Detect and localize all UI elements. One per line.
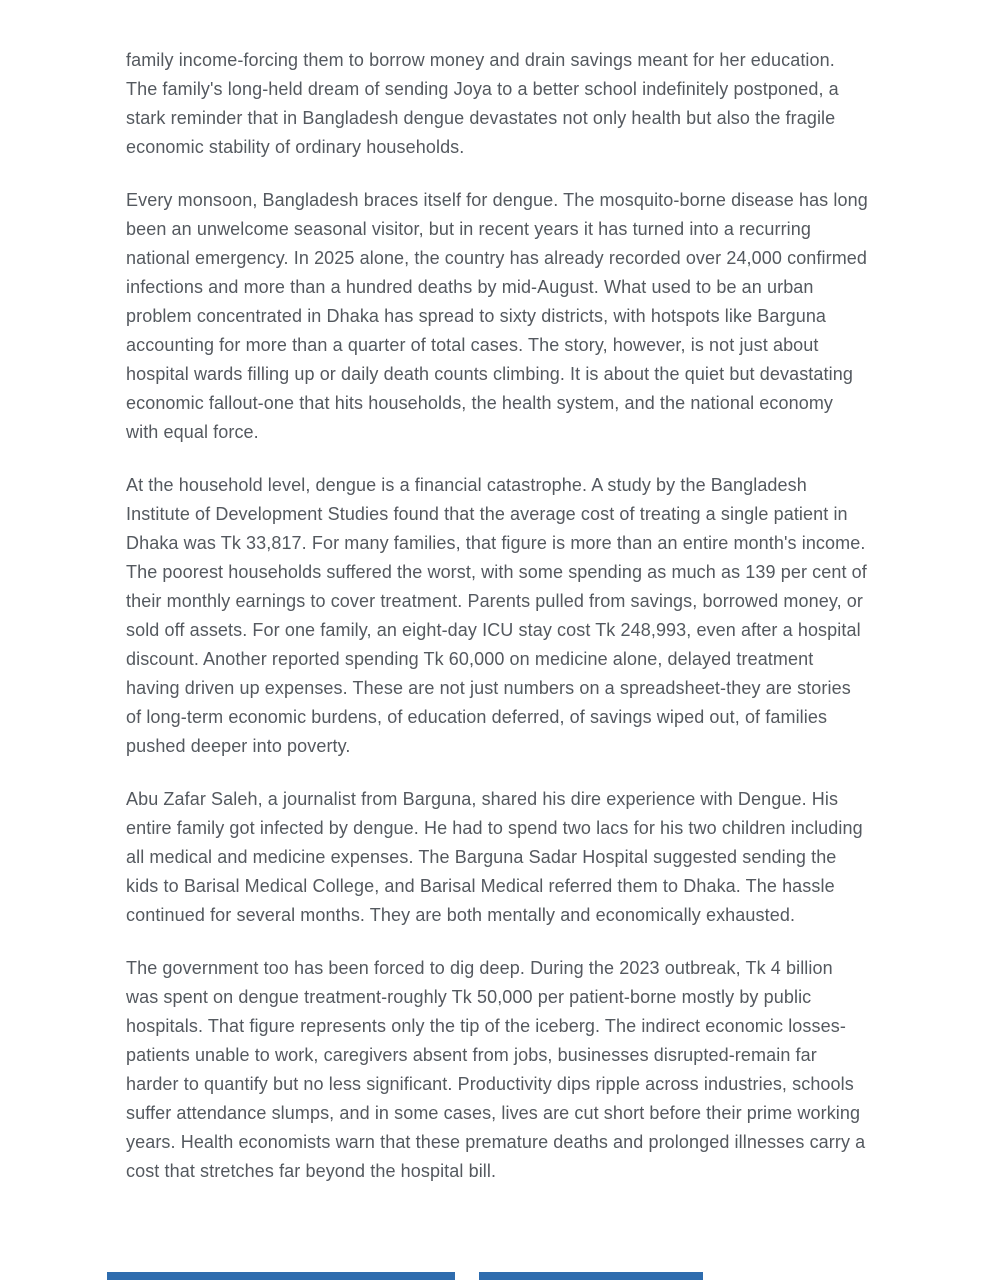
paragraph-monsoon-outbreak: Every monsoon, Bangladesh braces itself for dengue. The mosquito-borne disease has long been an unwelcome seasonal visitor, but in recent years it has turned into a recurring national emergency. In 2025 alone, the country has already recorded over 24,000 confirmed infections and more than a hundred deaths by mid-August. What used to be an urban problem concentrated in Dhaka has spread to sixty districts, with hotspots like Barguna accounting for more than a quarter of total cases. The story, however, is not just about hospital wards filling up or daily death counts climbing. It is about the quiet but devastating economic fallout-one that hits households, the health system, and the national economy with equal force. [126,190,868,442]
paragraph-household-impact-intro: family income-forcing them to borrow money and drain savings meant for her education. The family's long-held dream of sending Joya to a better school indefinitely postponed, a stark reminder that in Bangladesh dengue devastates not only health but also the fragile economic stability of ordinary households. [126,50,839,157]
paragraph-abu-zafar-saleh: Abu Zafar Saleh, a journalist from Barguna, shared his dire experience with Dengue. His entire family got infected by dengue. He had to spend two lacs for his two children including all medical and medicine expenses. The Barguna Sadar Hospital suggested sending the kids to Barisal Medical College, and Barisal Medical referred them to Dhaka. The hassle continued for several months. They are both mentally and economically exhausted. [126,789,863,925]
paragraph-government-costs: The government too has been forced to dig deep. During the 2023 outbreak, Tk 4 billion was spent on dengue treatment-roughly Tk 50,000 per patient-borne mostly by public hospitals. That figure represents only the tip of the iceberg. The indirect economic losses-patients unable to work, caregivers absent from jobs, businesses disrupted-remain far harder to quantify but no less significant. Productivity dips ripple across industries, schools suffer attendance slumps, and in some cases, lives are cut short before their prime working years. Health economists warn that these premature deaths and prolonged illnesses carry a cost that stretches far beyond the hospital bill. [126,958,866,1181]
paragraph-financial-catastrophe: At the household level, dengue is a financial catastrophe. A study by the Bangladesh Institute of Development Studies found that the average cost of treating a single patient in Dhaka was Tk 33,817. For many families, that figure is more than an entire month's income. The poorest households suffered the worst, with some spending as much as 139 per cent of their monthly earnings to cover treatment. Parents pulled from savings, borrowed money, or sold off assets. For one family, an eight-day ICU stay cost Tk 248,993, even after a hospital discount. Another reported spending Tk 60,000 on medicine alone, delayed treatment having driven up expenses. These are not just numbers on a spreadsheet-they are stories of long-term economic burdens, of education deferred, of savings wiped out, of families pushed deeper into poverty. [126,475,867,756]
cutoff-bottom-bar [0,1272,989,1280]
cutoff-link-segment-1[interactable] [107,1272,455,1280]
cutoff-link-segment-2[interactable] [479,1272,703,1280]
article-body [126,46,868,1210]
